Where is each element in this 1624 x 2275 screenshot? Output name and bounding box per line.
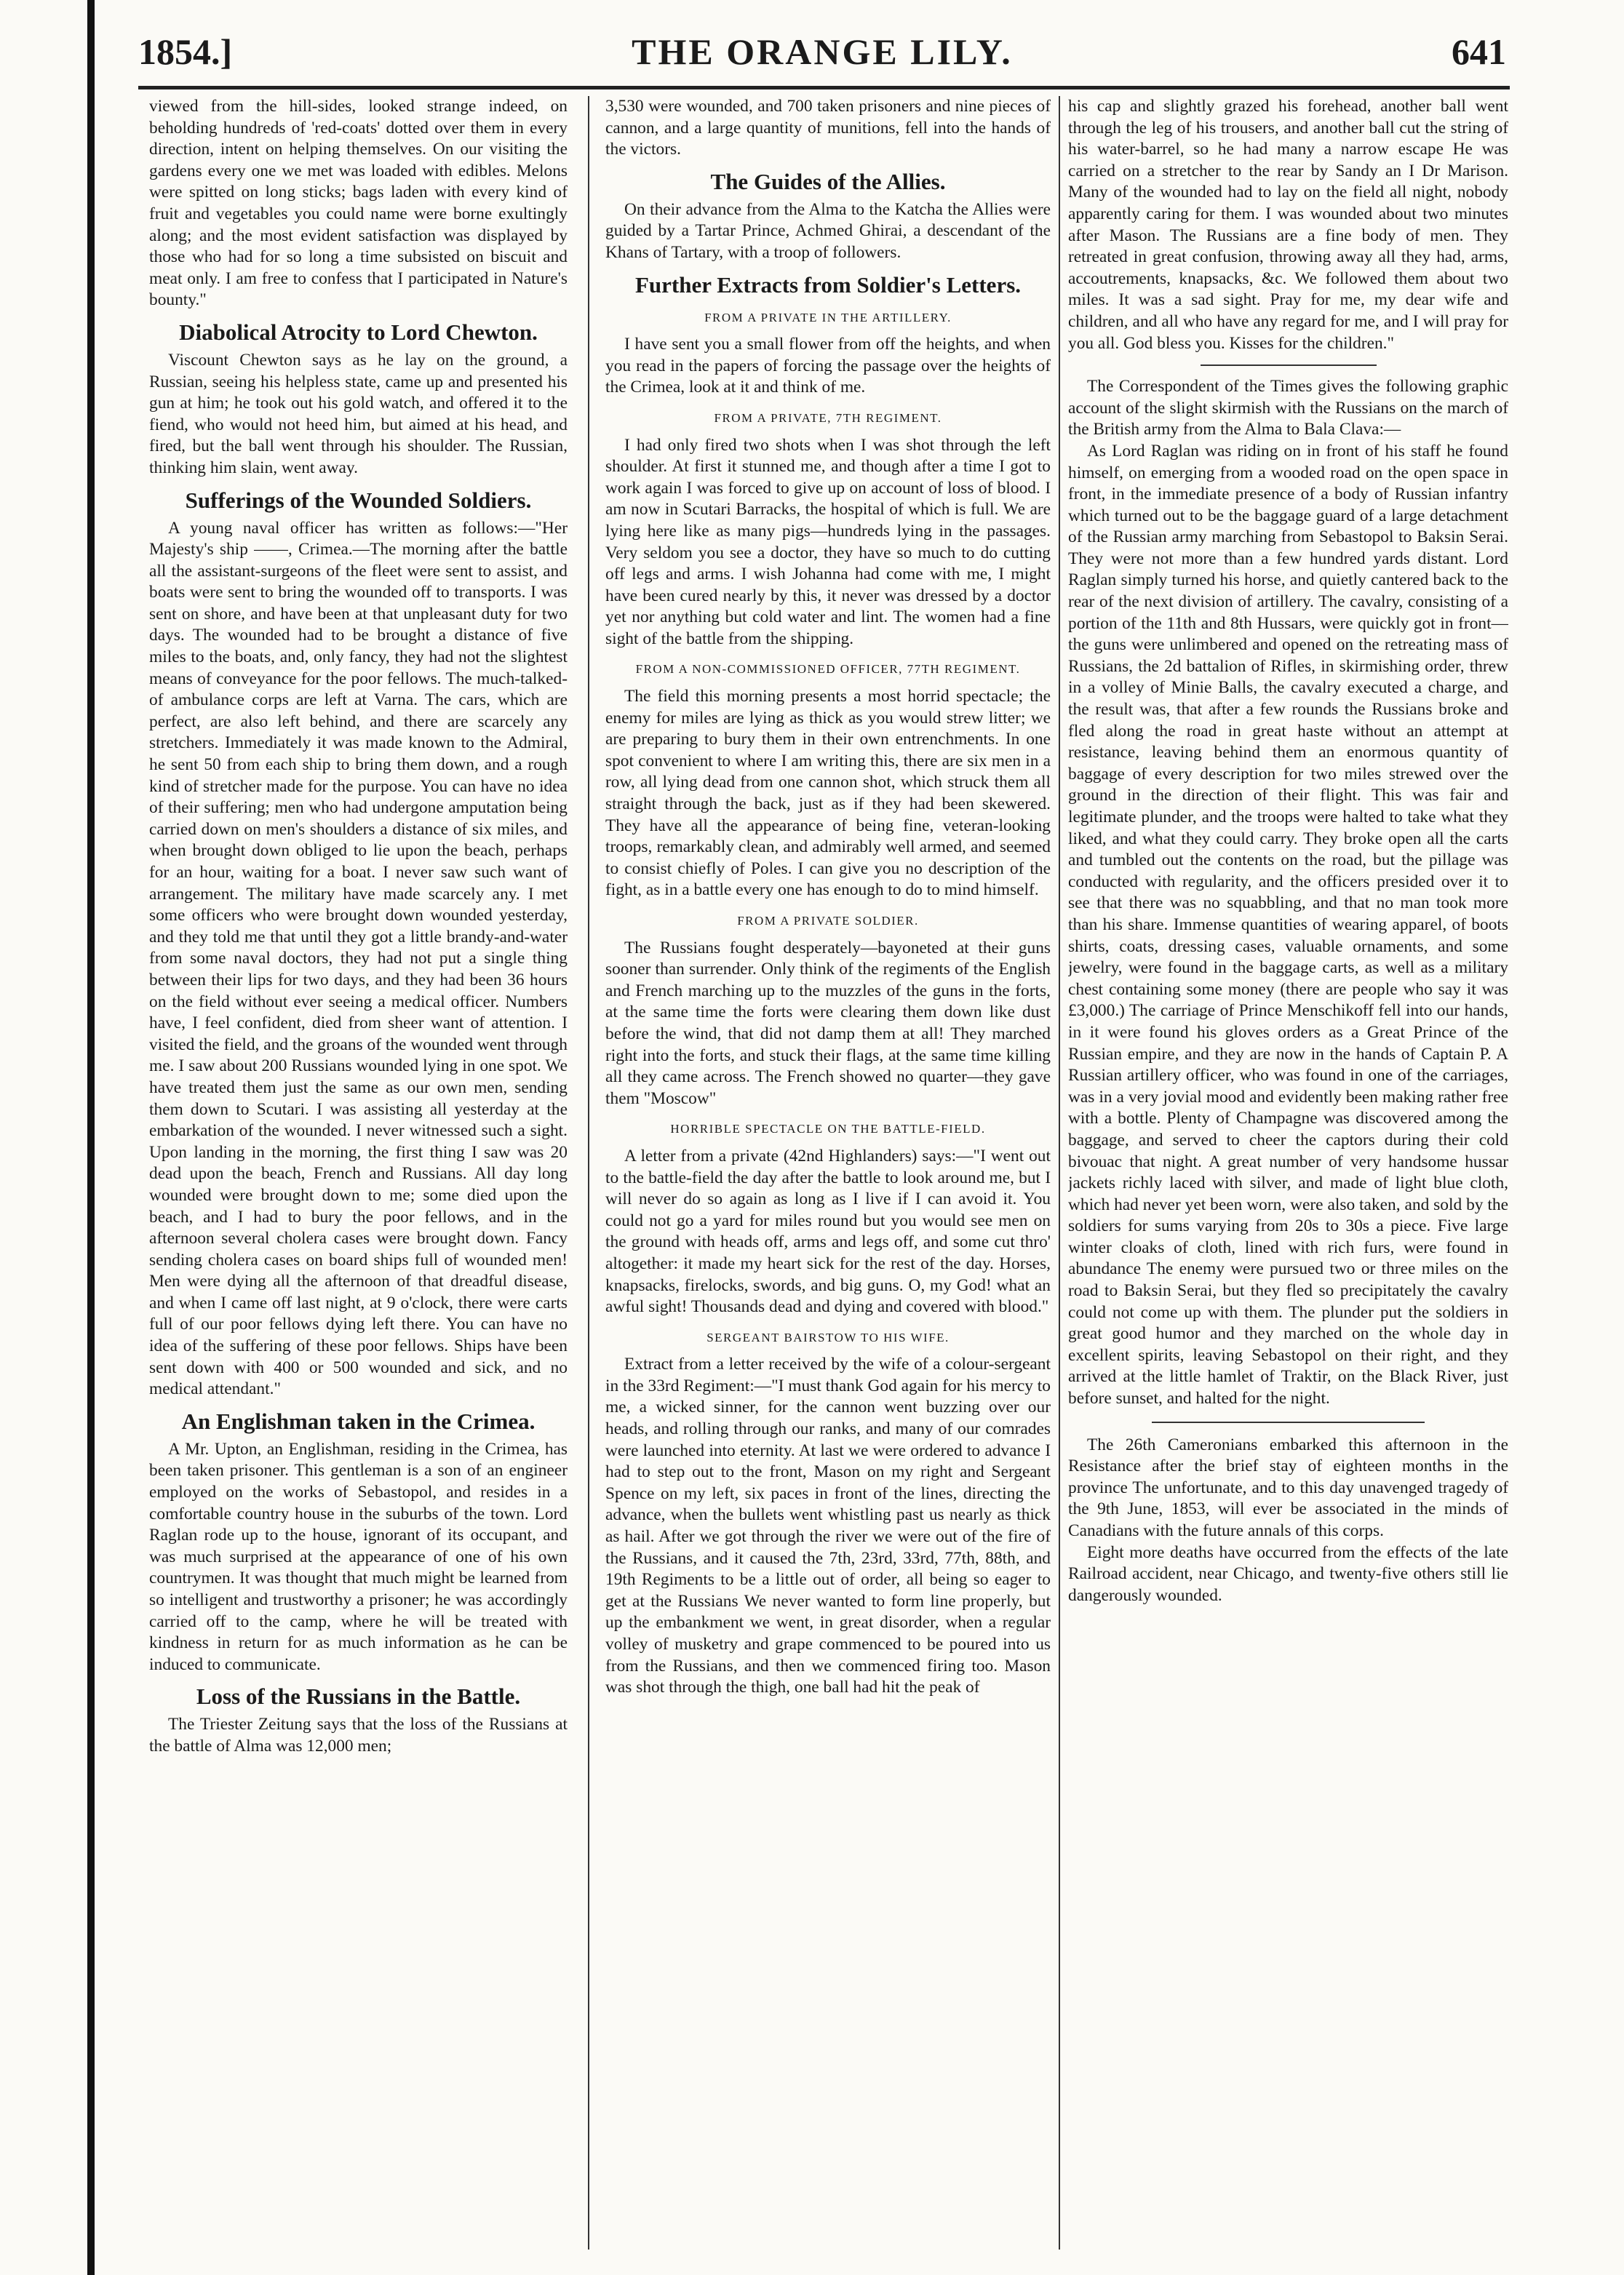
binding-rule [87,0,95,2275]
paragraph: Eight more deaths have occurred from the effects of the late Railroad accident, near Chicago, and twenty-five others still lie dangerously wounded. [1068,1542,1508,1605]
headline: Loss of the Russians in the Battle. [196,1684,521,1710]
page-number: 641 [1452,31,1506,72]
paragraph: viewed from the hill-sides, looked strange indeed, on beholding hundreds of 'red-coats' dotted over them in every direction, intent on helping themselves. On our visiting the gardens every one we met was loaded with edibles. Melons were spitted on long sticks; bags laden with every kind of fruit and vegetables you could name were borne exultingly along; and the most evident satisfaction was displayed by those who had for so long a time subsisted on biscuit and meat only. I am free to confess that I participated in Nature's bounty." [149,97,568,310]
headline: Further Extracts from Soldier's Letters. [634,271,1022,298]
page-header [138,31,1506,89]
subheading: FROM A PRIVATE, 7TH REGIMENT. [714,410,942,425]
paragraph: The field this morning presents a most horrid spectacle; the enemy for miles are lying as thick as you would strew litter; we are preparing to bury them in their own entrenchments. In one spot convenient to where I am writing this, there are six men in a row, all lying dead from one cannon shot, which struck them all straight through the back, just as if they had been skewered. They have all the appearance of being fine, veteran-looking troops, remarkably clean, and admirably well armed, and seemed to consist chiefly of Poles. I can give you no description of the fight, as in a battle every one has enough to do to mind himself. [605,687,1051,900]
paragraph: Extract from a letter received by the wife of a colour-sergeant in the 33rd Regiment:—"I must thank God again for his mercy to me, a wicked sinner, for the cannon went buzzing over our heads, and rolling through our ranks, and many of our comrades were launched into eternity. At last we were ordered to advance I had to step out to the front, Mason on my right and Sergeant Spence on my left, six paces in front of the lines, directing the advance, when the bullets went whistling past us nearly as thick as hail. After we got through the river we were out of the fire of the Russians, and it caused the 7th, 23rd, 33rd, 77th, 88th, and 19th Regiments to be a little out of order, all being so eager to get at the Russians We never wanted to form line properly, but up the embankment we went, in great disorder, when a regular volley of musketry and grape commenced to be poured into us from the Russians, and then we commenced firing too. Mason was shot through the thigh, one ball had hit the peak of [605,1355,1051,1697]
paragraph: I have sent you a small flower from off the heights, and when you read in the papers of forcing the passage over the heights of the Crimea, look at it and think of me. [605,335,1051,397]
subheading: FROM A PRIVATE SOLDIER. [737,914,919,928]
headline: The Guides of the Allies. [710,168,946,194]
headline: An Englishman taken in the Crimea. [181,1408,536,1434]
paragraph: The 26th Cameronians embarked this afternoon in the Resistance after the brief stay of eighteen months in the province The unfortunate, and to this day unavenged tragedy of the 9th June, 1853, will ever be associated in the minds of Canadians with the future annals of this corps. [1068,1435,1508,1540]
subheading: SERGEANT BAIRSTOW TO HIS WIFE. [706,1330,950,1344]
column-3 [1068,96,1508,2260]
headline: Diabolical Atrocity to Lord Chewton. [179,319,538,345]
article-body [149,96,568,1758]
paragraph: I had only fired two shots when I was shot through the left shoulder. At first it stunned me, and though after a time I got to work again I was forced to give up on account of loss of blood. I am now in Scutari Barracks, the hospital of which is full. We are lying here like as many pigs—hundreds lying in the passages. Very seldom you see a doctor, they have so much to do cutting off legs and arms. I wish Johanna had come with me, I might have been cured nearly by this, it never was dressed by a doctor yet nor anything but cold water and lint. The women had a fine sight of the battle from the shipping. [605,435,1051,648]
section-rule [1201,364,1377,366]
paragraph: The Triester Zeitung says that the loss of the Russians at the battle of Alma was 12,000 men; [149,1715,568,1756]
column-divider [1059,96,1060,2250]
subheading: FROM A PRIVATE IN THE ARTILLERY. [704,310,952,324]
column-divider [588,96,589,2250]
header-year: 1854.] [138,31,233,72]
column-1 [149,96,568,2260]
masthead-title: THE ORANGE LILY. [632,31,1013,72]
paragraph: The Correspondent of the Times gives the following graphic account of the slight skirmish with the Russians on the march of the British army from the Alma to Bala Clava:— [1068,377,1508,439]
paragraph: A young naval officer has written as follows:—"Her Majesty's ship ——, Crimea.—The morning after the battle all the assistant-surgeons of the fleet were sent to assist, and boats were sent to bring the wounded off to transports. I was sent on shore, and have been at that unpleasant duty for two days. The wounded had to be brought a distance of five miles to the boats, and, only fancy, they had not the slightest means of conveyance for the poor fellows. The much-talked-of ambulance corps are left at Varna. The cars, which are perfect, are also left behind, and there are scarcely any stretchers. Immediately it was made known to the Admiral, he sent 50 from each ship to bring them down, and a rough kind of stretcher made for the purpose. You can have no idea of their suffering; men who had undergone amputation being carried down on men's shoulders a distance of six miles, and when brought down obliged to lie upon the beach, perhaps for an hour, waiting for a boat. I never saw such want of arrangement. The military have made scarcely any. I met some officers who were brought down wounded yesterday, and they told me that until they got a little brandy-and-water from some naval doctors, they had not put a single thing between their lips for two days, and they had been 36 hours on the field without ever seeing a medical officer. Numbers have, I feel confident, died from sheer want of attention. I visited the field, and the groans of the wounded went through me. I saw about 200 Russians wounded lying in one spot. We have treated them just the same as our own men, sending them down to Scutari. I was assisting all yesterday at the embarkation of the wounded. I never witnessed such a sight. Upon landing in the morning, the first thing I saw was 20 dead upon the beach, French and Russians. All day long wounded were brought down to me; some died upon the beach, and I had to bury the poor fellows, and in the afternoon several cholera cases were brought down. Fancy sending cholera cases on board ships full of wounded men! Men were dying all the afternoon of that dreadful disease, and when I came off last night, at 9 o'clock, there were carts full of our poor fellows dying left there. You can have no idea of the suffering of these poor fellows. Ships have been sent down with 400 or 500 wounded and sick, and no medical attendant." [149,518,568,1399]
section-rule [1152,1422,1425,1423]
column-2 [605,96,1051,2260]
subheading: HORRIBLE SPECTACLE ON THE BATTLE-FIELD. [670,1122,986,1136]
article-body [605,96,1051,1699]
paragraph: The Russians fought desperately—bayoneted at their guns sooner than surrender. Only think of the regiments of the English and French marching up to the muzzles of the guns in the forts, at the same time the forts were clearing them down like dust before the wind, that did not damp them at all! They marched right into the forts, and stuck their flags, at the same time killing all they came across. The French showed no quarter—they gave them "Moscow" [605,938,1051,1108]
header-rule [138,86,1510,89]
subheading: FROM A NON-COMMISSIONED OFFICER, 77TH REGIMENT. [635,662,1021,677]
paragraph: A Mr. Upton, an Englishman, residing in the Crimea, has been taken prisoner. This gentleman is a son of an engineer employed on the works of Sebastopol, and resides in a comfortable country house in the suburbs of the town. Lord Raglan rode up to the house, ignorant of its occupant, and was much surprised at the appearance of one of his own countrymen. It was thought that much might be learned from so intelligent and trustworthy a prisoner; he was accordingly carried off to the camp, where he will be treated with kindness in return for as much information as he can be induced to communicate. [149,1439,568,1674]
article-body [1068,96,1508,1606]
paragraph: 3,530 were wounded, and 700 taken prisoners and nine pieces of cannon, and a large quantity of munitions, fell into the hands of the victors. [605,97,1051,159]
paragraph: As Lord Raglan was riding on in front of his staff he found himself, on emerging from a wooded road on the open space in front, in the immediate presence of a body of Russian infantry which turned out to be the baggage guard of a large detachment of the Russian army marching from Sebastopol to Baksin Serai. They were not more than a few hundred yards distant. Lord Raglan simply turned his horse, and quietly cantered back to the rear of the next division of artillery. The cavalry, consisting of a portion of the 11th and 8th Hussars, were quickly got in front—the guns were unlimbered and opened on the retreating mass of Russians, the 2d battalion of Rifles, in skirmishing order, threw in a volley of Minie Balls, the cavalry executed a charge, and the result was, that after a few rounds the Russians broke and fled along the road in great haste without an attempt at resistance, leaving behind them an enormous quantity of baggage of every description for two miles strewed over the ground in the direction of their flight. This was fair and legitimate plunder, and the troops were halted to take what they liked, and what they could carry. They broke open all the carts and tumbled out the contents on the road, but the pillage was conducted with regularity, and the officers presided over it to see that there was no squabbling, and that no man took more than his share. Immense quantities of wearing apparel, of boots shirts, coats, dressing cases, valuable ornaments, and some jewelry, were found in the baggage carts, as well as a military chest containing some money (there are people who say it was £3,000.) The carriage of Prince Menschikoff fell into our hands, in it were found his gloves orders as a Great Prince of the Russian empire, and they are now in the hands of Captain P. A Russian artillery officer, who was found in one of the carriages, was in a very jovial mood and evidently been making rather free with a bottle. Plenty of Champagne was discovered among the baggage, and served to cheer the captors during their cold bivouac that night. A great number of very handsome hussar jackets richly laced with silver, and made of light blue cloth, which had never yet been worn, were also taken, and sold by the soldiers for sums varying from 20s to 30s a piece. Five large winter cloaks of cloth, lined with rich furs, were found in abundance The enemy were pursued two or three miles on the road to Baksin Serai, but they fled so precipitately the cavalry could not come up with them. The plunder put the soldiers in great good humor and they marched on the whole day in excellent spirits, leaving Sebastopol on their right, and they arrived at the little hamlet of Traktir, on the Black River, just before sunset, and halted for the night. [1068,441,1508,1409]
paragraph: On their advance from the Alma to the Katcha the Allies were guided by a Tartar Prince, Achmed Ghirai, a descendant of the Khans of Tartary, with a troop of followers. [605,199,1051,262]
paragraph: Viscount Chewton says as he lay on the ground, a Russian, seeing his helpless state, came up and presented his gun at him; he took out his gold watch, and offered it to the fiend, who would not heed him, but aimed at his head, and fired, but the ball went through his shoulder. The Russian, thinking him slain, went away. [149,350,568,477]
paragraph: A letter from a private (42nd Highlanders) says:—"I went out to the battle-field the day after the battle to look around me, but I will never do so again as long as I live if I can avoid it. You could not go a yard for miles round but you would see men on the ground with heads off, arms and legs off, and some cut thro' altogether: it made my heart sick for the rest of the day. Horses, knapsacks, firelocks, swords, and big guns. O, my God! what an awful sight! Thousands dead and dying and covered with blood." [605,1146,1051,1317]
paragraph: his cap and slightly grazed his forehead, another ball went through the leg of his trousers, and another ball cut the string of his water-barrel, so he had many a narrow escape He was carried on a stretcher to the rear by Sandy an I Dr Marison. Many of the wounded had to lay on the field all night, nobody apparently caring for them. I was wounded about two minutes after Mason. The Russians are a fine body of men. They retreated in great confusion, throwing away all they had, arms, accoutrements, knapsacks, &c. We followed them about two miles. It was a sad sight. Pray for me, my dear wife and children, and all who have any regard for me, and I will pray for you all. God bless you. Kisses for the children." [1068,97,1508,353]
headline: Sufferings of the Wounded Soldiers. [185,487,532,513]
